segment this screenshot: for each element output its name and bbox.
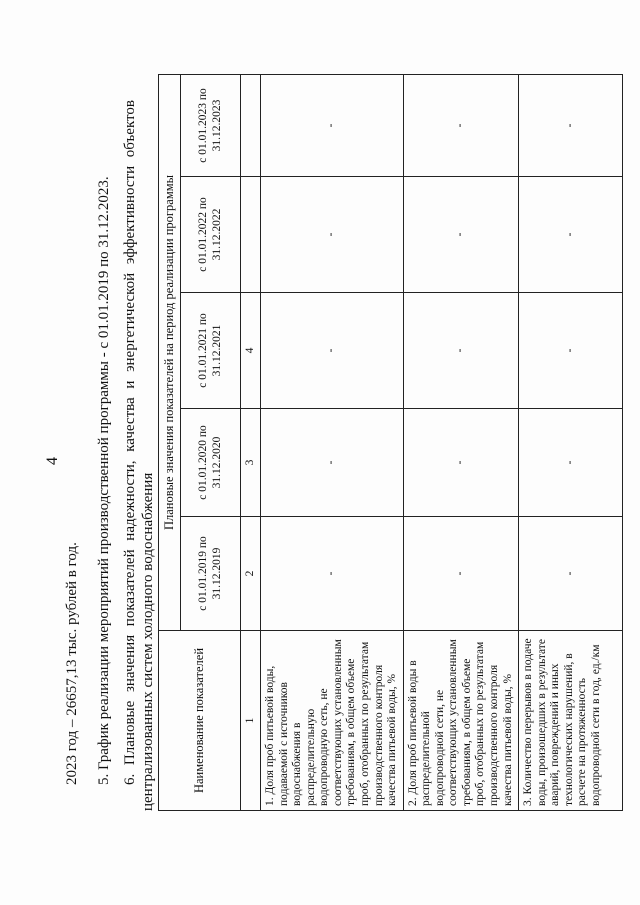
table-row [519, 74, 623, 810]
indicator-name: 1. Доля проб питьевой воды, подаваемой с источников водоснабжения в распределительную водопроводную сеть, не соответствующих установленным требованиям, в общем объеме проб, отобранных по результатам производственного контроля качества питьевой воды, % [261, 631, 404, 811]
period-header: с 01.01.2019 по 31.12.2019 [181, 517, 241, 631]
indicators-table [158, 74, 623, 811]
period-header: с 01.01.2023 по 31.12.2023 [181, 74, 241, 176]
indicator-value: - [261, 74, 404, 176]
section-6-heading: 6. Плановые значения показателей надежности, качества и энергетической эффективности объектов [122, 100, 138, 785]
indicator-value: - [261, 517, 404, 631]
group-header: Плановые значения показателей на период реализации программы [159, 74, 181, 630]
column-number: 3 [241, 409, 261, 517]
table-row [403, 74, 519, 810]
budget-2023-line: 2023 год – 26657,13 тыс. рублей в год. [64, 542, 80, 785]
indicator-value: - [519, 293, 623, 409]
col-name-header: Наименование показателей [159, 631, 241, 811]
section-6-heading-cont: централизованных систем холодного водоснабжения [140, 472, 156, 811]
page-number: 4 [44, 457, 61, 465]
indicator-value: - [403, 177, 519, 293]
indicator-value: - [519, 74, 623, 176]
indicator-value: - [519, 517, 623, 631]
period-header: с 01.01.2022 по 31.12.2022 [181, 177, 241, 293]
indicator-value: - [519, 409, 623, 517]
indicator-value: - [403, 293, 519, 409]
column-number [241, 74, 261, 176]
numbering-row [241, 74, 261, 810]
column-number [241, 177, 261, 293]
period-header: с 01.01.2020 по 31.12.2020 [181, 409, 241, 517]
column-number: 4 [241, 293, 261, 409]
indicator-value: - [403, 74, 519, 176]
indicator-value: - [261, 409, 404, 517]
table-header-row [159, 74, 181, 810]
indicator-value: - [519, 177, 623, 293]
indicator-name: 2. Доля проб питьевой воды в распределительной водопроводной сети, не соответствующих установленным требованиям, в общем объеме проб, отобранных по результатам производственного контроля качества питьевой воды, % [403, 631, 519, 811]
indicator-value: - [261, 293, 404, 409]
indicator-value: - [261, 177, 404, 293]
column-number: 1 [241, 631, 261, 811]
column-number: 2 [241, 517, 261, 631]
section-5-heading: 5. График реализации мероприятий производственной программы - с 01.01.2019 по 31.12.2023. [96, 176, 112, 785]
period-header: с 01.01.2021 по 31.12.2021 [181, 293, 241, 409]
indicator-value: - [403, 517, 519, 631]
table-row [261, 74, 404, 810]
indicator-value: - [403, 409, 519, 517]
indicator-name: 3. Количество перерывов в подаче воды, произошедших в результате аварий, повреждений и иных технологических нарушений, в расчете на протяженность водопроводной сети в год, ед./км [519, 631, 623, 811]
